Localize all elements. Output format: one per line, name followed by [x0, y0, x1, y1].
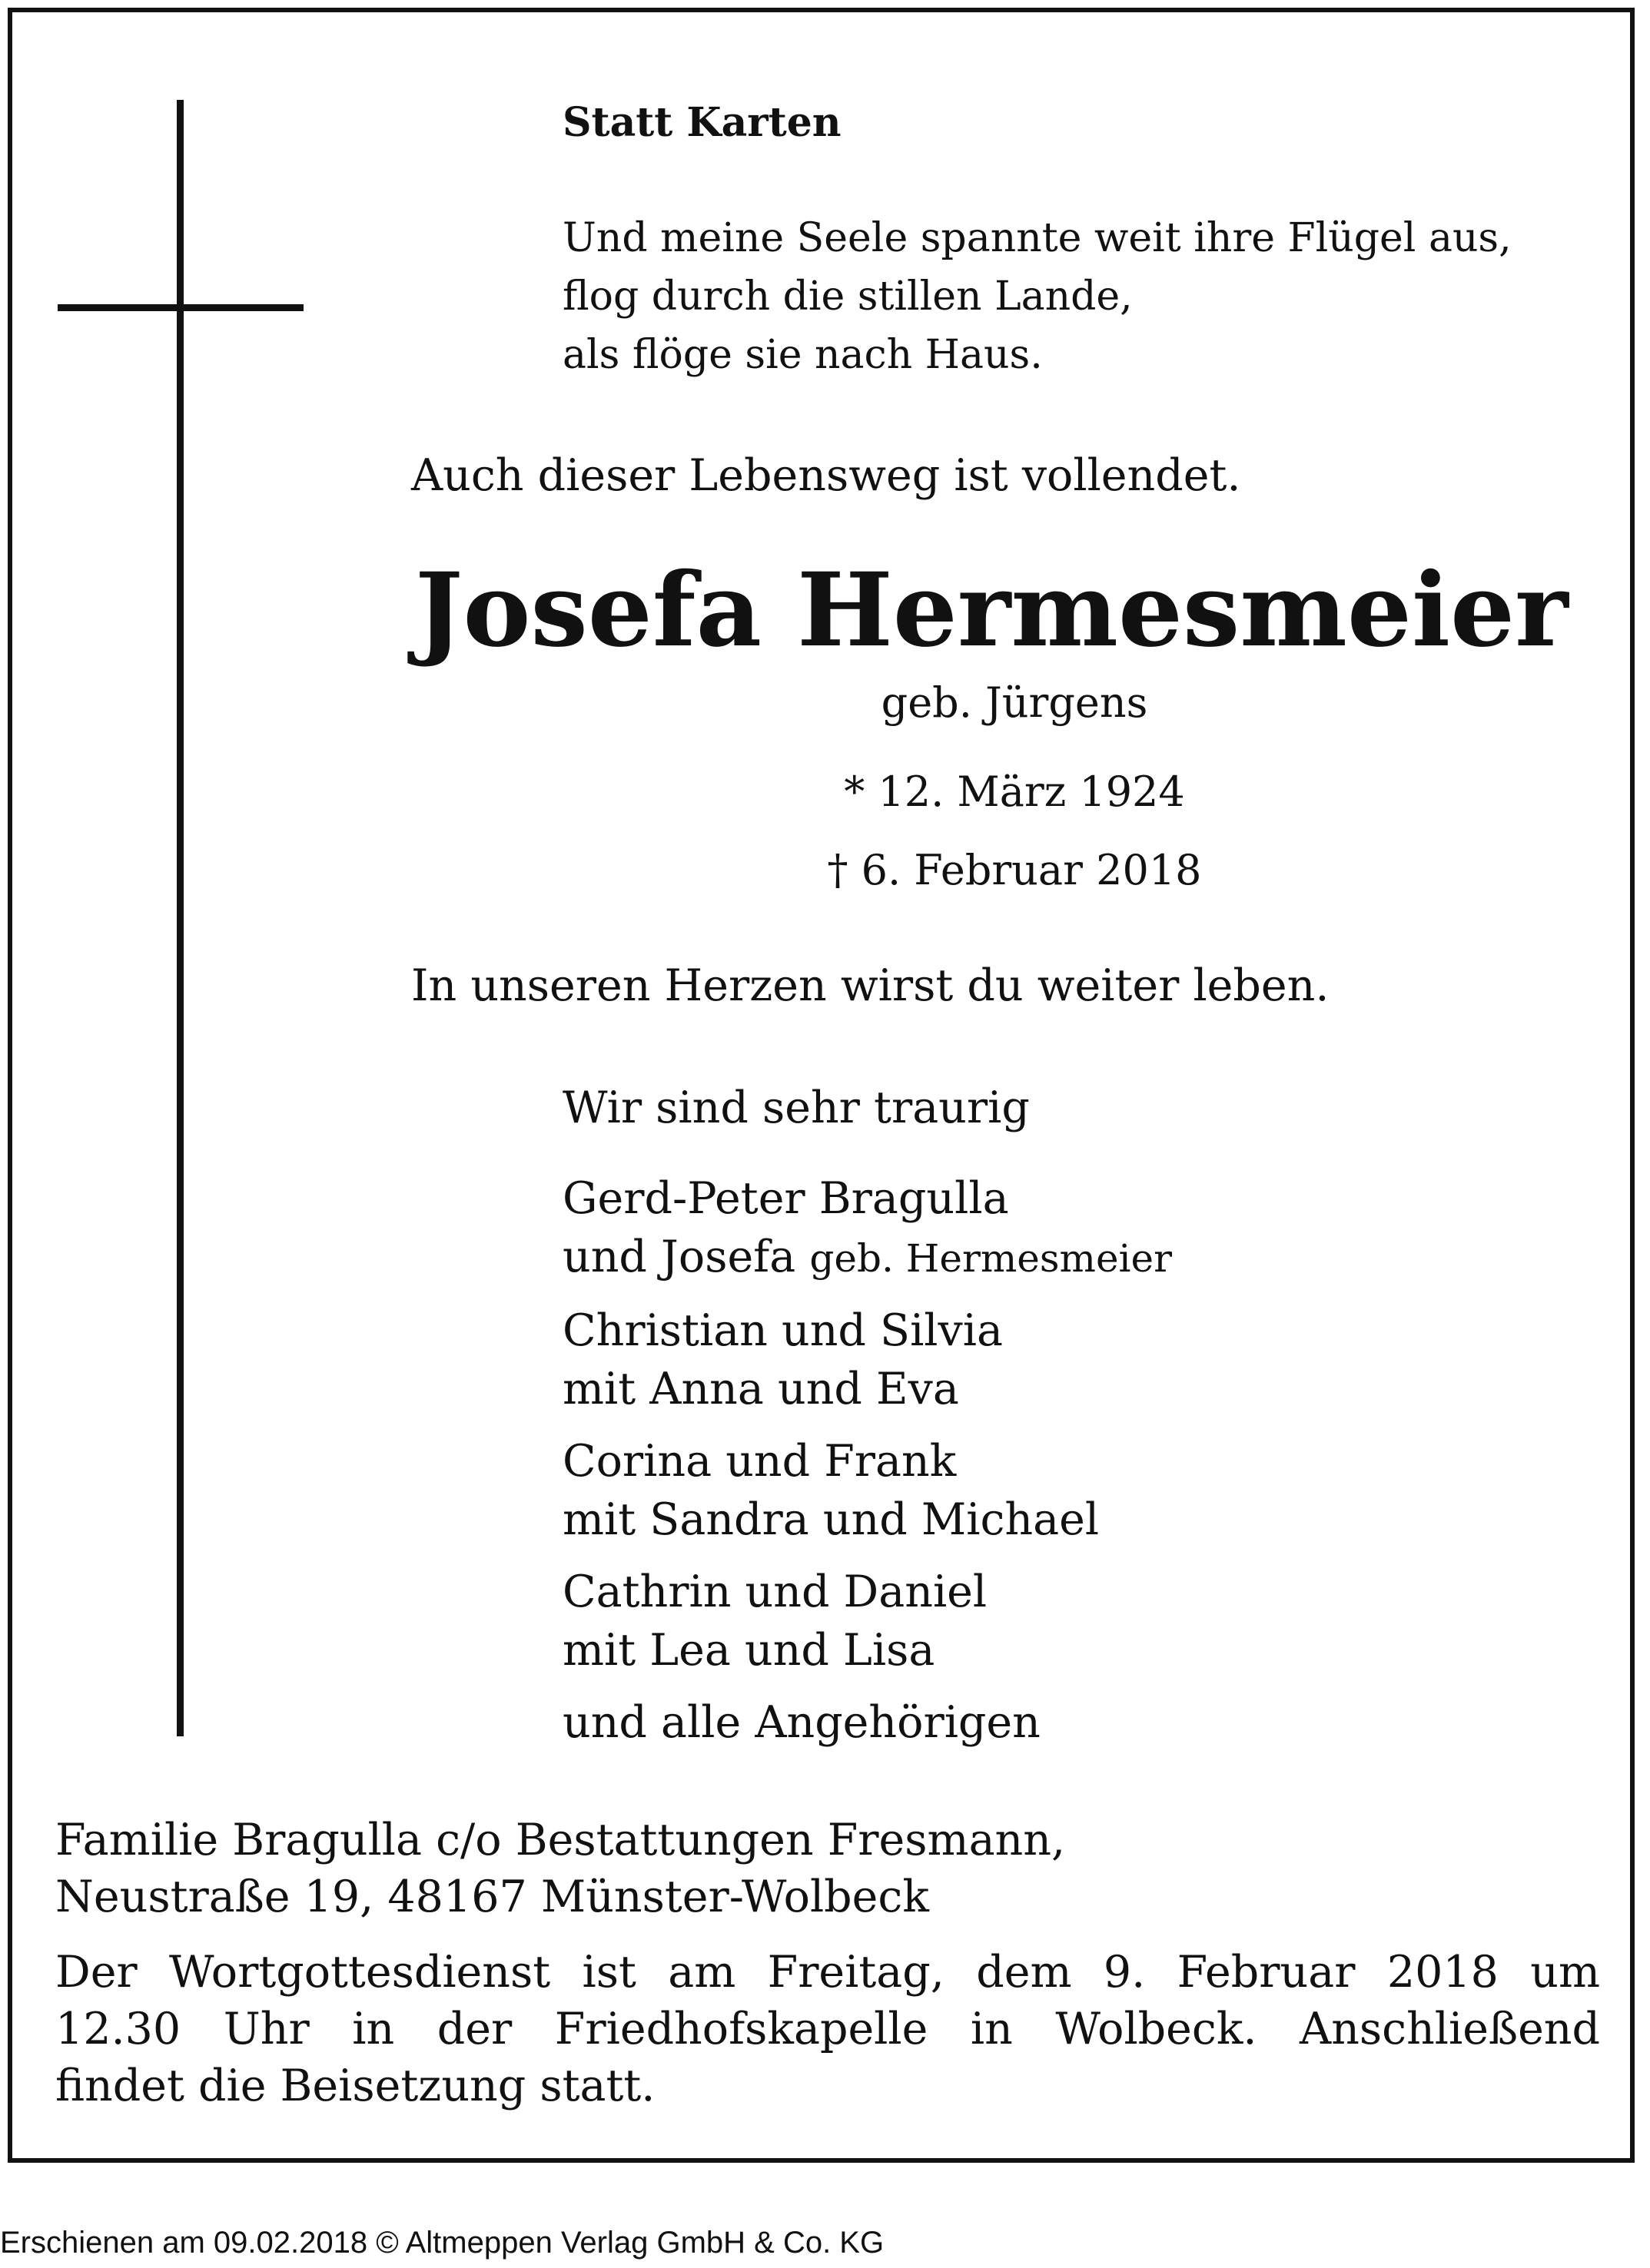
publication-note: Erschienen am 09.02.2018 © Altmeppen Verlag GmbH & Co. KG: [0, 2226, 885, 2260]
service-line: 12.30 Uhr in der Friedhofskapelle in Wolbeck. Anschließend: [55, 2004, 1600, 2054]
mourner-line: und alle Angehörigen: [563, 1697, 1041, 1748]
contact-address: [55, 1812, 1600, 1925]
mourner-line: mit Lea und Lisa: [563, 1625, 935, 1676]
mourner-group: [563, 1169, 1172, 1288]
mourner-group: [563, 1432, 1172, 1549]
mourner-line: mit Sandra und Michael: [563, 1494, 1100, 1545]
address-line: Familie Bragulla c/o Bestattungen Fresmann,: [55, 1815, 1066, 1865]
contact-info: [55, 1812, 1600, 2114]
notice-heading: Statt Karten: [563, 99, 842, 146]
mourner-group: [563, 1301, 1172, 1418]
poem: [563, 209, 1512, 384]
cross-icon-bar: [58, 304, 304, 311]
mourner-line-text: und Josefa: [563, 1232, 796, 1282]
mourners-intro: Wir sind sehr traurig: [563, 1083, 1030, 1133]
death-date: † 6. Februar 2018: [827, 846, 1202, 894]
mourner-line: Gerd-Peter Bragulla: [563, 1173, 1009, 1224]
mourner-group: [563, 1563, 1172, 1679]
closing-line: In unseren Herzen wirst du weiter leben.: [411, 960, 1330, 1011]
motto: Auch dieser Lebensweg ist vollendet.: [411, 450, 1241, 501]
poem-line: flog durch die stillen Lande,: [563, 274, 1133, 320]
mourner-line: Corina und Frank: [563, 1436, 957, 1487]
poem-line: als flöge sie nach Haus.: [563, 332, 1043, 378]
mourner-line: Christian und Silvia: [563, 1305, 1003, 1356]
mourners-list: [563, 1079, 1172, 1766]
birth-name: geb. Jürgens: [881, 678, 1148, 727]
mourner-line: [563, 1228, 1172, 1288]
mourner-line: mit Anna und Eva: [563, 1364, 959, 1414]
deceased-name: Josefa Hermesmeier: [415, 551, 1569, 670]
address-line: Neustraße 19, 48167 Münster-Wolbeck: [55, 1872, 929, 1922]
poem-line: Und meine Seele spannte weit ihre Flügel aus,: [563, 215, 1512, 261]
mourner-line: Cathrin und Daniel: [563, 1567, 988, 1617]
cross-icon: [177, 100, 184, 1736]
birth-date: * 12. März 1924: [844, 768, 1185, 816]
service-line: Der Wortgottesdienst ist am Freitag, dem 9. Februar 2018 um: [55, 1947, 1600, 1998]
mourner-note: geb. Hermesmeier: [809, 1236, 1173, 1281]
service-info: [55, 1944, 1600, 2114]
mourner-group: [563, 1693, 1172, 1752]
service-line: findet die Beisetzung statt.: [55, 2061, 656, 2111]
